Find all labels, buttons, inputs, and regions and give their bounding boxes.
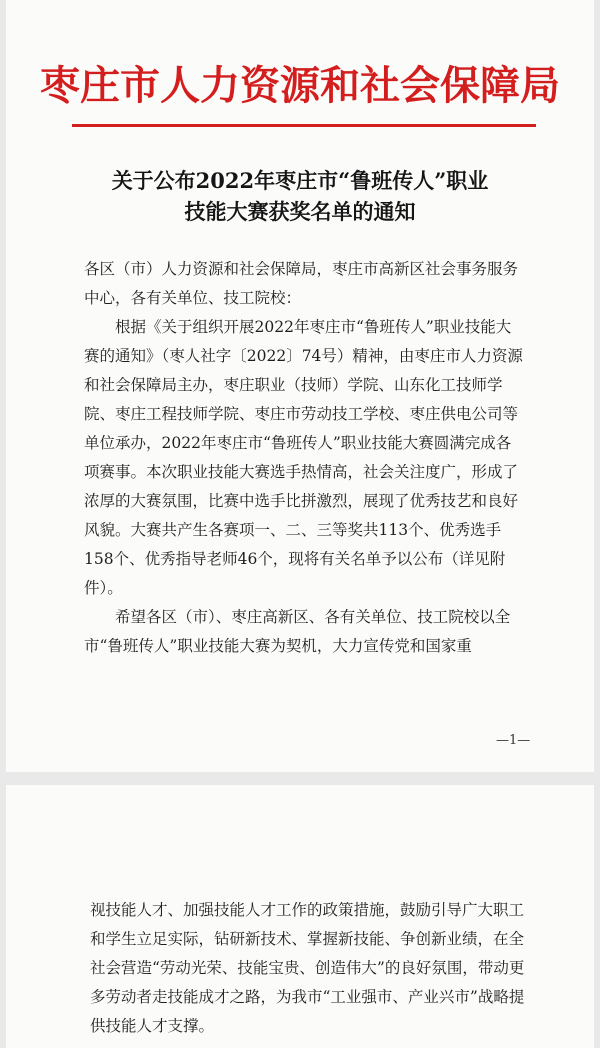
notice-body [84,255,524,661]
body-paragraph-continued: 视技能人才、加强技能人才工作的政策措施，鼓励引导广大职工和学生立足实际，钻研新技术、掌握新技能、争创新业绩，在全社会营造“劳动光荣、技能宝贵、创造伟大”的良好氛围，带动更多劳动者走技能成才之路，为我市“工业强市、产业兴市”战略提供技能人才支撑。 [90,901,525,1035]
notice-title-line-2: 技能大赛获奖名单的通知 [184,199,416,224]
body-paragraph-2: 希望各区（市）、枣庄高新区、各有关单位、技工院校以全市“鲁班传人”职业技能大赛为契机，大力宣传党和国家重 [84,608,511,655]
document-page-2 [6,785,594,1048]
salutation: 各区（市）人力资源和社会保障局，枣庄市高新区社会事务服务中心，各有关单位、技工院校： [84,260,519,307]
org-header-title: 枣庄市人力资源和社会保障局 [40,62,560,109]
body-paragraph-1: 根据《关于组织开展2022年枣庄市“鲁班传人”职业技能大赛的通知》（枣人社字〔2022〕74号）精神，由枣庄市人力资源和社会保障局主办，枣庄职业（技师）学院、山东化工技师学院、枣庄工程技师学院、枣庄市劳动技工学校、枣庄供电公司等单位承办，2022年枣庄市“鲁班传人”职业技能大赛圆满完成各项赛事。本次职业技能大赛选手热情高，社会关注度广，形成了浓厚的大赛氛围，比赛中选手比拼激烈，展现了优秀技艺和良好风貌。大赛共产生各赛项一、二、三等奖共113个、优秀选手158个、优秀指导老师46个，现将有关名单予以公布（详见附件）。 [84,318,523,597]
document-page-1 [6,0,594,772]
header-red-rule [72,124,536,127]
page-number: —1— [496,733,531,748]
notice-body-continued [90,896,526,1041]
notice-title-line-1: 关于公布2022年枣庄市“鲁班传人”职业 [111,168,489,193]
